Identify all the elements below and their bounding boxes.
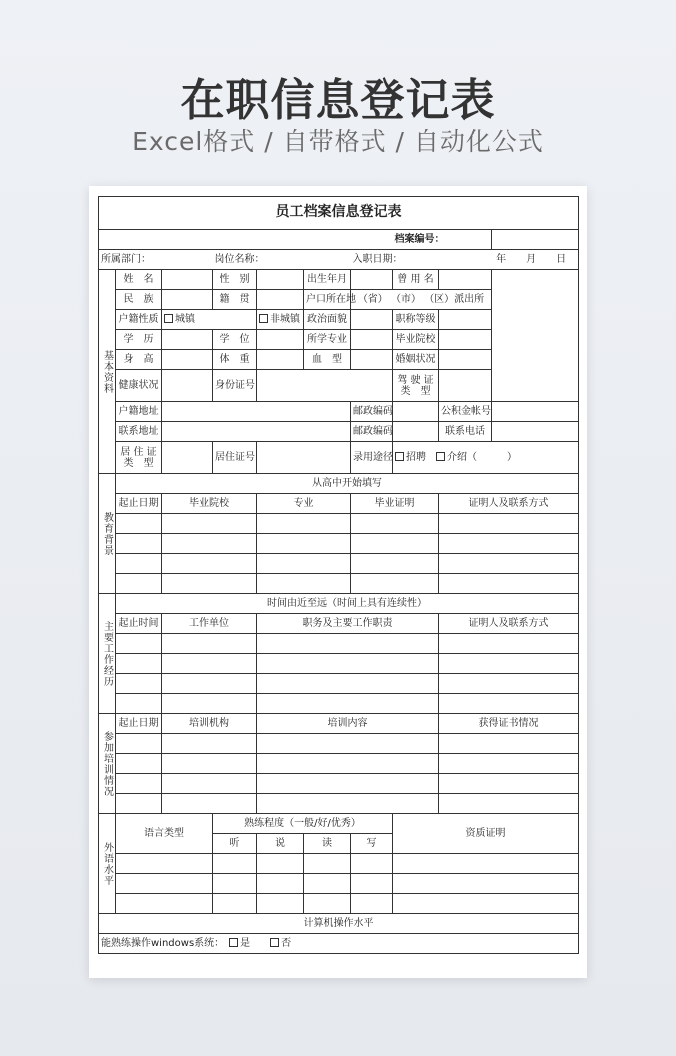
lang-type-label: 语言类型 xyxy=(116,814,213,854)
major-label: 所学专业 xyxy=(304,330,351,350)
rural-option[interactable]: 非城镇 xyxy=(257,310,304,330)
train-col-date: 起止日期 xyxy=(116,714,162,734)
section-basic: 基本资料 xyxy=(99,270,116,474)
work-col-duty: 职务及主要工作职责 xyxy=(257,614,439,634)
work-note: 时间由近至远（时间上具有连续性） xyxy=(116,594,579,614)
phone-label: 联系电话 xyxy=(439,422,492,442)
politics-label: 政治面貌 xyxy=(304,310,351,330)
edu-col-date: 起止日期 xyxy=(116,494,162,514)
health-label: 健康状况 xyxy=(116,370,162,402)
gender-label: 性 别 xyxy=(213,270,257,290)
marital-label: 婚姻状况 xyxy=(393,350,439,370)
edu-col-school: 毕业院校 xyxy=(162,494,257,514)
edu-label: 学 历 xyxy=(116,330,162,350)
photo-box xyxy=(492,270,579,402)
edu-col-major: 专业 xyxy=(257,494,351,514)
work-col-company: 工作单位 xyxy=(162,614,257,634)
urban-option[interactable]: 城镇 xyxy=(162,310,257,330)
degree-label: 学 位 xyxy=(213,330,257,350)
native-label: 籍 贯 xyxy=(213,290,257,310)
hukou-type-label: 户籍性质 xyxy=(116,310,162,330)
date-ymd: 年 月 日 xyxy=(439,250,579,270)
section-lang: 外语水平 xyxy=(99,814,116,914)
contact-addr-label: 联系地址 xyxy=(116,422,162,442)
read-label: 读 xyxy=(304,834,351,854)
postcode2-label: 邮政编码 xyxy=(351,422,393,442)
residence-type-label: 居 住 证 类 型 xyxy=(116,442,162,474)
dept-label: 所属部门： xyxy=(99,250,213,270)
hero-subtitle: Excel格式 / 自带格式 / 自动化公式 xyxy=(132,127,544,156)
nation-label: 民 族 xyxy=(116,290,162,310)
blood-label: 血 型 xyxy=(304,350,351,370)
computer-label: 计算机操作水平 xyxy=(99,914,579,934)
form-table xyxy=(98,196,579,954)
proficiency-label: 熟练程度（一般/好/优秀） xyxy=(213,814,393,834)
name-label: 姓 名 xyxy=(116,270,162,290)
section-work: 主要工作经历 xyxy=(99,594,116,714)
speak-label: 说 xyxy=(257,834,304,854)
edu-col-ref: 证明人及联系方式 xyxy=(439,494,579,514)
post-label: 岗位名称： xyxy=(213,250,351,270)
hire-way-label: 录用途径 xyxy=(351,442,393,474)
addr-label: 户籍地址 xyxy=(116,402,162,422)
id-no-label: 身份证号 xyxy=(213,370,257,402)
section-edu: 教育背景 xyxy=(99,474,116,594)
entry-date-label: 入职日期： xyxy=(351,250,439,270)
work-col-date: 起止时间 xyxy=(116,614,162,634)
listen-label: 听 xyxy=(213,834,257,854)
form-sheet xyxy=(89,186,587,978)
train-col-content: 培训内容 xyxy=(257,714,439,734)
birth-label: 出生年月 xyxy=(304,270,351,290)
edu-col-cert: 毕业证明 xyxy=(351,494,439,514)
lang-cert-label: 资质证明 xyxy=(393,814,579,854)
hukou-label: 户口所在地 xyxy=(304,290,351,310)
train-col-cert: 获得证书情况 xyxy=(439,714,579,734)
write-label: 写 xyxy=(351,834,393,854)
title-level-label: 职称等级 xyxy=(393,310,439,330)
hire-options[interactable]: 招聘 介绍（ ） xyxy=(393,442,579,474)
postcode-label: 邮政编码 xyxy=(351,402,393,422)
license-label: 驾 驶 证 类 型 xyxy=(393,370,439,402)
hukou-location: （省） （市） （区）派出所 xyxy=(351,290,492,310)
edu-note: 从高中开始填写 xyxy=(116,474,579,494)
fund-label: 公积金帐号 xyxy=(439,402,492,422)
windows-row[interactable]: 能熟练操作windows系统： 是 否 xyxy=(99,934,579,954)
section-train: 参加培训情况 xyxy=(99,714,116,814)
grad-school-label: 毕业院校 xyxy=(393,330,439,350)
weight-label: 体 重 xyxy=(213,350,257,370)
train-col-org: 培训机构 xyxy=(162,714,257,734)
form-title: 员工档案信息登记表 xyxy=(99,197,579,230)
height-label: 身 高 xyxy=(116,350,162,370)
used-name-label: 曾 用 名 xyxy=(393,270,439,290)
residence-no-label: 居住证号 xyxy=(213,442,257,474)
hero-title: 在职信息登记表 xyxy=(180,75,496,126)
file-no-label: 档案编号： xyxy=(393,230,492,250)
work-col-ref: 证明人及联系方式 xyxy=(439,614,579,634)
